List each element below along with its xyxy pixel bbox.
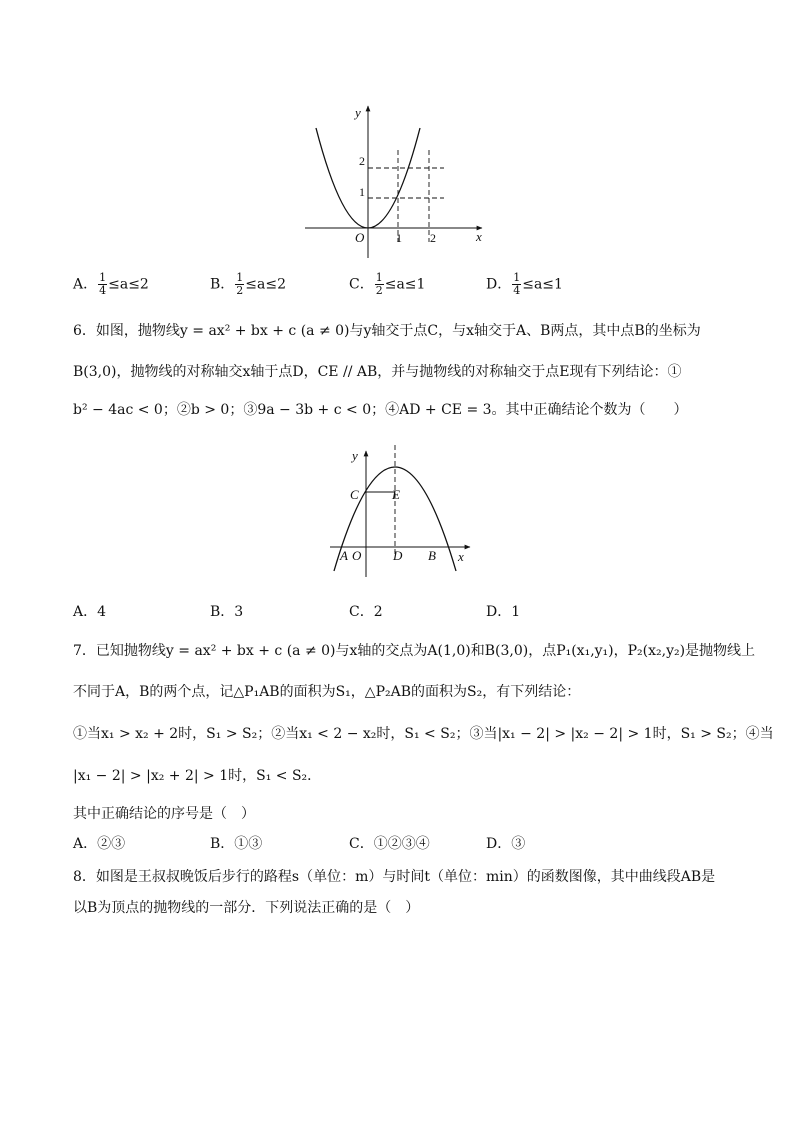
- q6-option-c[interactable]: C．2: [349, 604, 383, 620]
- label-b: B: [428, 548, 436, 563]
- label-a: A: [340, 548, 348, 563]
- q6-line-3: b² − 4ac < 0；②b > 0；③9a − 3b + c < 0；④AD + CE = 3。其中正确结论个数为（ ）: [73, 402, 688, 418]
- q5-option-c-tail: ≤a≤1: [384, 276, 426, 293]
- q7-option-a[interactable]: A．②③: [73, 836, 126, 852]
- q7-line-1: 7．已知抛物线y = ax² + bx + c (a ≠ 0)与x轴的交点为A(1,0)和B(3,0)，点P₁(x₁,y₁)，P₂(x₂,y₂)是抛物线上: [73, 643, 756, 659]
- q7-option-d[interactable]: D．③: [486, 836, 526, 852]
- tick-y-1: 1: [359, 185, 365, 199]
- x-axis-label: x: [476, 229, 482, 244]
- q7-line-3: ①当x₁ > x₂ + 2时，S₁ > S₂；②当x₁ < 2 − x₂时，S₁ < S₂；③当|x₁ − 2| > |x₂ − 2| > 1时，S₁ > S₂；④当: [73, 726, 774, 742]
- q6-line-2: B(3,0)，抛物线的对称轴交x轴于点D，CE // AB，并与抛物线的对称轴交于点E现有下列结论：①: [73, 364, 682, 380]
- q5-option-d-fraction: [512, 272, 521, 297]
- q5-option-c[interactable]: [349, 272, 425, 297]
- tick-x-2: 2: [430, 231, 436, 245]
- q6-option-b[interactable]: B．3: [210, 604, 244, 620]
- q7-line-2: 不同于A，B的两个点，记△P₁AB的面积为S₁，△P₂AB的面积为S₂，有下列结论：: [73, 684, 581, 700]
- q5-option-b-num: 1: [236, 271, 244, 284]
- q5-option-b-label: B．: [210, 276, 235, 293]
- q5-option-b-tail: ≤a≤2: [245, 276, 287, 293]
- y-axis-label: y: [355, 105, 361, 120]
- q5-option-a[interactable]: [73, 272, 149, 297]
- q5-option-c-fraction: [375, 272, 384, 297]
- q7-line-4: |x₁ − 2| > |x₂ + 2| > 1时，S₁ < S₂．: [73, 768, 322, 784]
- q8-line-1: 8．如图是王叔叔晚饭后步行的路程s（单位：m）与时间t（单位：min）的函数图像，其中曲线段AB是: [73, 869, 716, 885]
- q5-option-c-label: C．: [349, 276, 374, 293]
- q5-option-b-fraction: [235, 272, 244, 297]
- q5-option-c-den: 2: [375, 284, 383, 297]
- q5-option-d-label: D．: [486, 276, 512, 293]
- q5-option-a-den: 4: [99, 284, 107, 297]
- q5-option-d-den: 4: [513, 284, 521, 297]
- q5-option-d-tail: ≤a≤1: [522, 276, 563, 293]
- q7-option-c[interactable]: C．①②③④: [349, 836, 430, 852]
- label-e: E: [392, 487, 400, 502]
- tick-x-1: 1: [396, 231, 402, 245]
- origin-label: O: [352, 548, 362, 563]
- q7-line-5: 其中正确结论的序号是（ ）: [73, 806, 255, 822]
- y-axis-label: y: [352, 448, 358, 463]
- figure-parabola-1: [300, 100, 500, 260]
- q5-option-c-num: 1: [375, 271, 383, 284]
- q5-option-b[interactable]: [210, 272, 286, 297]
- origin-label: O: [355, 230, 365, 245]
- q5-option-a-tail: ≤a≤2: [108, 276, 149, 293]
- q5-option-a-fraction: [98, 272, 107, 297]
- x-axis-label: x: [458, 549, 464, 564]
- q5-option-d-num: 1: [513, 271, 521, 284]
- q8-line-2: 以B为顶点的抛物线的一部分．下列说法正确的是（ ）: [73, 900, 420, 916]
- q5-option-b-den: 2: [236, 284, 244, 297]
- label-c: C: [350, 487, 359, 502]
- q6-line-1: 6．如图，抛物线y = ax² + bx + c (a ≠ 0)与y轴交于点C，与x轴交于A、B两点，其中点B的坐标为: [73, 323, 701, 339]
- q5-option-a-num: 1: [99, 271, 107, 284]
- figure-parabola-2: [320, 443, 480, 583]
- label-d: D: [393, 548, 403, 563]
- q7-option-b[interactable]: B．①③: [210, 836, 263, 852]
- tick-y-2: 2: [359, 154, 365, 168]
- q6-option-d[interactable]: D．1: [486, 604, 521, 620]
- q6-option-a[interactable]: A．4: [73, 604, 107, 620]
- q5-option-d[interactable]: [486, 272, 563, 297]
- q5-option-a-label: A．: [73, 276, 98, 293]
